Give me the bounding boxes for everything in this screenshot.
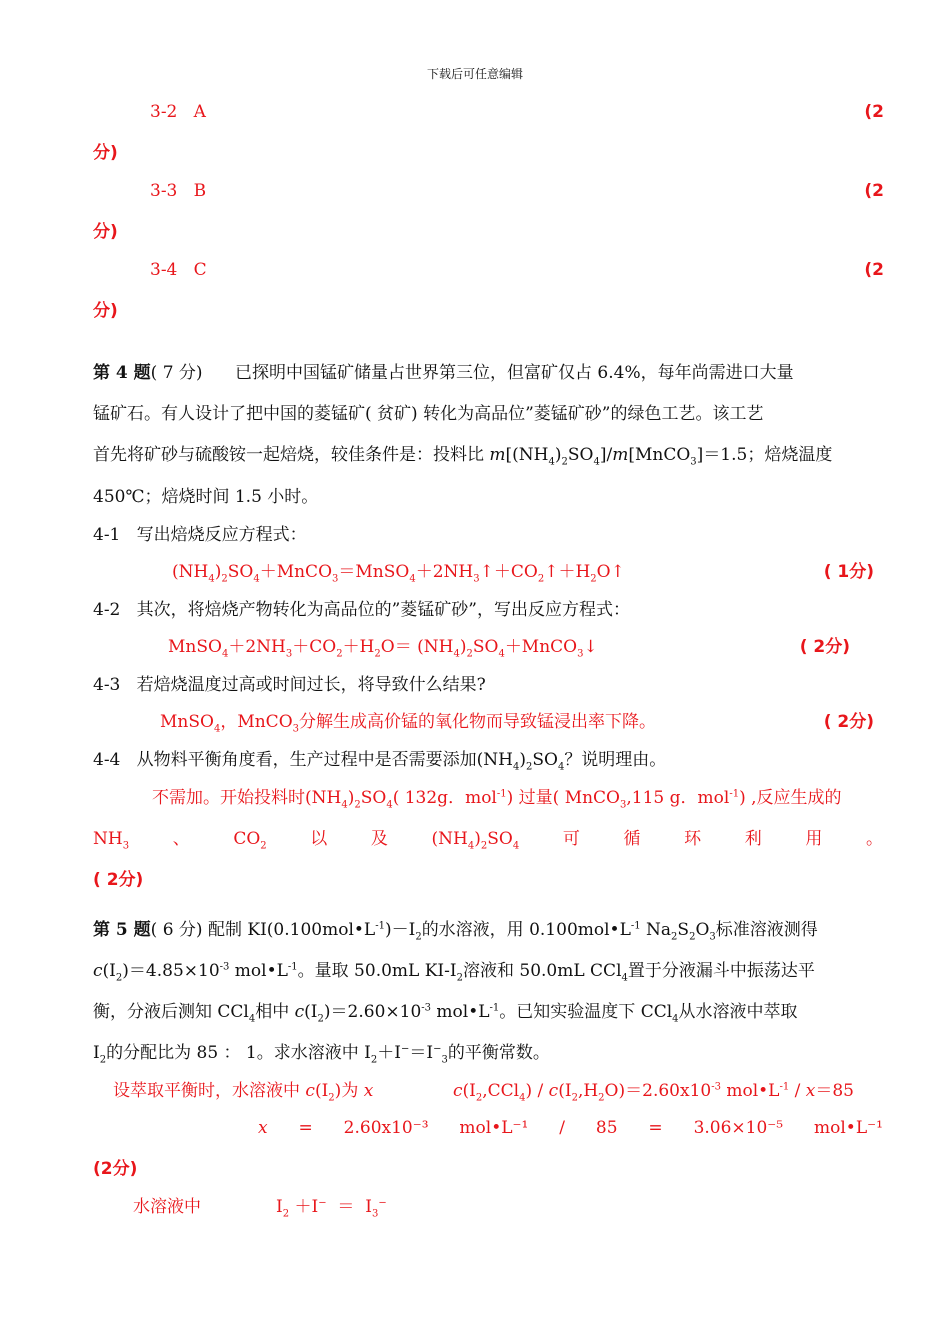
q5-answer-token: mol•L⁻¹: [814, 1118, 883, 1138]
q3-item-score-open: (2: [864, 102, 884, 122]
q4-sub4-token: 、: [172, 829, 190, 849]
q4-intro-text: 首先将矿砂与硫酸铵一起焙烧，较佳条件是：投料比: [93, 445, 490, 465]
q4-sub4-token: 循: [623, 829, 641, 849]
q5-text: 相中: [255, 1002, 295, 1022]
q4-sub4-token: 。: [865, 829, 883, 849]
q4-sub-label: 4-1: [93, 525, 121, 545]
q4-sub4-token: 环: [684, 829, 702, 849]
q3-item-score-open: (2: [864, 181, 884, 201]
q4-sub4-answer-text: ,115 g．mol: [626, 788, 730, 808]
q5-answer-line3: [133, 1196, 201, 1218]
q5-answer-text: 水溶液中: [133, 1197, 201, 1217]
q5-answer-token: 3.06×10⁻⁵: [693, 1118, 784, 1138]
q4-intro-text: 已探明中国锰矿储量占世界第三位，但富矿仅占 6.4%，每年尚需进口大量: [235, 363, 794, 383]
q5-line: 第 5 题( 6 分) 配制 $KI(0.100mol•L^{-1})-I_2$的水溶液，用 $0.100mol•L^{-1}$ $Na_2S_2O_3$标准溶液测得: [93, 920, 818, 943]
q5-text: )－I: [384, 920, 416, 940]
q5-answer-token: =: [298, 1118, 313, 1138]
q5-title: 第 5 题: [93, 920, 151, 940]
q4-points: ( 7 分): [150, 363, 203, 383]
q4-sub4-token: $(NH_4)_2SO_4$: [431, 829, 520, 852]
q4-sub4-token: 以: [310, 829, 328, 849]
q5-text: 置于分液漏斗中振荡达平: [627, 961, 815, 981]
q4-sub-label: 4-4: [93, 750, 121, 770]
q4-sub4-token: $CO_2$: [233, 829, 267, 852]
q5-text: ＝4.85×10: [128, 961, 220, 981]
q4-sub-question: 其次，将焙烧产物转化为高品位的”菱锰矿砂”，写出反应方程式：: [136, 600, 630, 620]
q4-sub4-token: 利: [744, 829, 762, 849]
q5-answer-token: mol•L⁻¹: [459, 1118, 529, 1138]
q4-sub-question: 写出焙烧反应方程式：: [136, 525, 307, 545]
q4-sub-question: ？说明理由。: [564, 750, 667, 770]
q4-intro-line: 锰矿石。有人设计了把中国的菱锰矿( 贫矿) 转化为高品位”菱锰矿砂”的绿色工艺。该工艺: [93, 404, 764, 424]
q4-sub-question: 从物料平衡角度看，生产过程中是否需要添加: [136, 750, 477, 770]
q5-answer-text: 设萃取平衡时，水溶液中: [113, 1081, 306, 1101]
q4-sub2-score: ( 2分): [799, 637, 850, 657]
q5-text: 的分配比为 85 ： 1。求水溶液中 I: [106, 1043, 371, 1063]
q4-intro-line: [93, 362, 794, 384]
q4-sub-label: 4-2: [93, 600, 121, 620]
q5-line: $c(I_2)=4.85\times 10^{-3}$ $mol•L^{-1}$。量取 50.0mL $KI-I_2$溶液和 50.0mL CCl$_4$置于分液漏斗中振荡达平: [93, 961, 815, 984]
q5-text: 从水溶液中萃取: [678, 1002, 798, 1022]
q4-sub4-token: 可: [562, 829, 580, 849]
q4-intro-text: ＝1.5；焙烧温度: [703, 445, 833, 465]
q5-points: ( 6 分): [150, 920, 203, 940]
q5-line: 衡，分液后测知 CCl$_4$相中 $c(I_2)=2.60\times 10^{-3}$ $mol•L^{-1}$。已知实验温度下 CCl$_4$从水溶液中萃取: [93, 1002, 798, 1025]
q3-item-answer: C: [193, 260, 207, 280]
q5-text: 配制 KI(0.100mol•L: [207, 920, 376, 940]
q5-answer-token: 2.60x10⁻³: [343, 1118, 429, 1138]
q3-item-label: 3-3: [150, 181, 178, 201]
q5-answer-text: 为: [341, 1081, 364, 1101]
q5-text: mol•L: [431, 1002, 490, 1022]
q5-answer-token: 85: [595, 1118, 618, 1138]
q4-sub4-answer: 不需加。开始投料时$(NH_4)_2SO_4$( 132g．mol$^{-1}$) 过量( MnCO$_3$,115 g．mol$^{-1}$) ,反应生成的: [152, 788, 842, 811]
q5-answer-line2: [258, 1117, 883, 1139]
q4-sub4-answer-text: ) 过量( MnCO: [506, 788, 620, 808]
q5-answer-ratio: $c(I_2,CCl_4) / c(I_2,H_2O)=2.60x10^{-3}$ $mol•L^{-1} / x=85$: [453, 1081, 854, 1104]
q3-item-score-open: (2: [864, 260, 884, 280]
q4-sub3-score: ( 2分): [823, 712, 874, 732]
q5-text: 溶液和 50.0mL CCl: [462, 961, 622, 981]
q5-text: 标准溶液测得: [715, 920, 818, 940]
q5-answer-token: x: [258, 1118, 268, 1138]
q5-answer-token: /: [559, 1118, 565, 1138]
q4-sub4-token: $NH_3$: [93, 829, 130, 852]
q4-intro-line: 首先将矿砂与硫酸铵一起焙烧，较佳条件是：投料比 $m[(NH_4)_2SO_4]/m[MnCO_3]=1.5$；焙烧温度: [93, 445, 833, 468]
q3-item: [150, 259, 207, 281]
q4-sub4-token: 及: [370, 829, 388, 849]
q5-answer-equilibrium: $I_2 +I^- = I_3^-$: [276, 1197, 387, 1220]
q5-text: mol•L: [229, 961, 288, 981]
q5-answer-text: ＝2.60x10: [625, 1081, 712, 1101]
q5-score: (2分): [93, 1159, 138, 1179]
q4-subquestion: [93, 524, 307, 546]
q4-subquestion: 4-4 从物料平衡角度看，生产过程中是否需要添加$(NH_4)_2SO_4$？说明理由。: [93, 750, 667, 773]
q5-answer-text: ＝85: [815, 1081, 854, 1101]
q5-text: 的平衡常数。: [447, 1043, 550, 1063]
q4-sub4-score: ( 2分): [93, 870, 144, 890]
q3-item: [150, 180, 206, 202]
q5-answer-text: mol•L: [720, 1081, 780, 1101]
page-header: 下载后可任意编辑: [426, 67, 523, 81]
q4-sub1-score: ( 1分): [823, 562, 874, 582]
q3-item-score-close: 分): [93, 143, 118, 163]
q4-intro-line: 450℃；焙烧时间 1.5 小时。: [93, 487, 319, 507]
q4-title: 第 4 题: [93, 363, 151, 383]
q3-item-score-close: 分): [93, 222, 118, 242]
q5-text: 衡，分液后测知 CCl: [93, 1002, 249, 1022]
q5-line: $I_2$的分配比为 85 ： 1。求水溶液中 $I_2+I^-=I^-_3$的平衡常数。: [93, 1043, 550, 1066]
q4-sub1-equation: $(NH_4)_2SO_4+MnCO_3=MnSO_4+2NH_3↑+CO_2↑+H_2O↑$: [172, 562, 625, 585]
q3-item: [150, 101, 206, 123]
q4-sub4-token: 用: [805, 829, 823, 849]
q5-answer-line1: 设萃取平衡时，水溶液中 $c(I_2)$为 x: [113, 1081, 374, 1104]
q5-text: 。量取 50.0mL KI-I: [297, 961, 457, 981]
q3-item-label: 3-2: [150, 102, 178, 122]
q3-item-label: 3-4: [150, 260, 178, 280]
q5-text: 的水溶液，用 0.100mol•L: [421, 920, 631, 940]
q5-text: ＝2.60×10: [330, 1002, 422, 1022]
q5-text: 。已知实验温度下 CCl: [499, 1002, 673, 1022]
q3-item-answer: B: [193, 181, 207, 201]
q3-item-answer: A: [193, 102, 206, 122]
q4-subquestion: [93, 599, 630, 621]
q4-sub3-answer: MnSO$_4$，MnCO$_3$分解生成高价锰的氧化物而导致锰浸出率下降。: [160, 712, 657, 735]
q4-sub2-equation: $MnSO_4+2NH_3+CO_2+H_2O=$ $(NH_4)_2SO_4+MnCO_3↓$: [168, 637, 598, 660]
q4-sub4-answer-text: 不需加。开始投料时: [152, 788, 305, 808]
q4-sub4-answer-line2: [93, 828, 883, 850]
q4-sub-question: 若焙烧温度过高或时间过长，将导致什么结果?: [136, 675, 486, 695]
q4-sub4-answer-text: ) ,反应生成的: [739, 788, 842, 808]
q4-sub-label: 4-3: [93, 675, 121, 695]
q3-item-score-close: 分): [93, 301, 118, 321]
q4-subquestion: [93, 674, 486, 696]
q5-answer-token: =: [648, 1118, 663, 1138]
q4-sub3-answer-text: 分解生成高价锰的氧化物而导致锰浸出率下降。: [299, 712, 657, 732]
q4-sub4-answer-text: ( 132g．mol: [392, 788, 497, 808]
